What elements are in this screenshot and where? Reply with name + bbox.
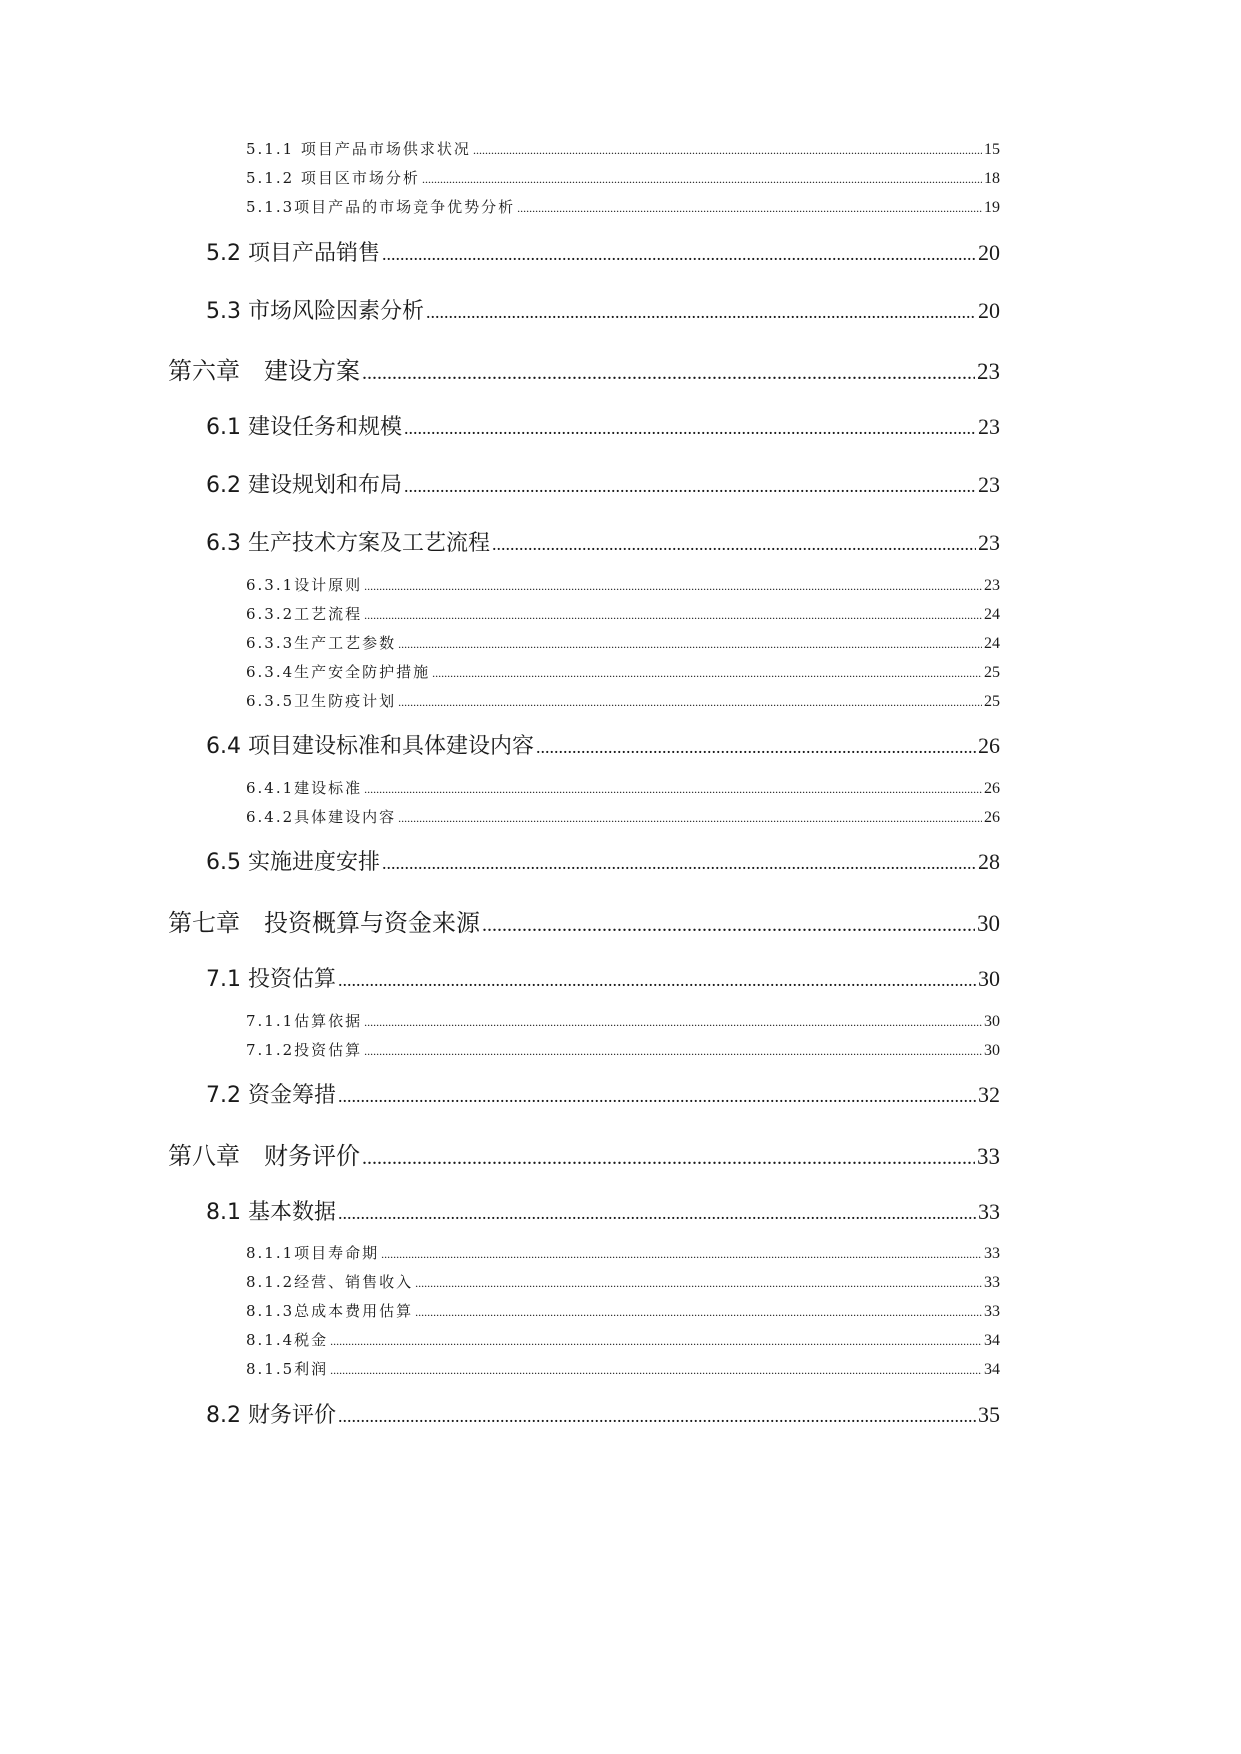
toc-entry-title: 第六章 建设方案 <box>168 357 360 385</box>
dot-leader <box>382 244 976 265</box>
toc-entry[interactable] <box>206 294 1000 325</box>
toc-entry-title: 6.3.1设计原则 <box>246 576 363 594</box>
toc-entry-title: 8.1 基本数据 <box>206 1200 336 1225</box>
toc-entry-title: 7.1.1估算依据 <box>246 1012 363 1030</box>
toc-entry-page: 26 <box>978 733 1000 758</box>
toc-entry-page: 30 <box>978 966 1000 991</box>
dot-leader <box>338 970 976 991</box>
toc-entry-title: 7.2 资金筹措 <box>206 1083 336 1108</box>
toc-entry-page: 15 <box>984 141 1000 158</box>
toc-entry-title: 8.1.3总成本费用估算 <box>246 1302 414 1320</box>
toc-entry-page: 33 <box>978 1199 1000 1224</box>
toc-entry-page: 30 <box>977 911 1000 936</box>
toc-entry-title: 第八章 财务评价 <box>168 1142 360 1170</box>
toc-entry-title: 6.1 建设任务和规模 <box>206 415 402 440</box>
toc-entry-page: 20 <box>978 298 1000 323</box>
toc-entry-title: 6.5 实施进度安排 <box>206 850 380 875</box>
toc-entry[interactable] <box>246 167 1000 188</box>
toc-entry-title: 5.3 市场风险因素分析 <box>206 299 424 324</box>
toc-entry[interactable] <box>246 196 1000 217</box>
toc-entry-title: 8.1.4税金 <box>246 1331 329 1349</box>
dot-leader <box>398 695 982 710</box>
toc-entry-title: 6.4.1建设标准 <box>246 779 363 797</box>
toc-entry[interactable] <box>246 777 1000 798</box>
toc-entry-page: 32 <box>978 1082 1000 1107</box>
toc-entry[interactable] <box>246 603 1000 624</box>
dot-leader <box>364 782 982 797</box>
toc-entry-page: 30 <box>984 1042 1000 1059</box>
dot-leader <box>415 1305 982 1320</box>
toc-entry[interactable] <box>168 351 1000 386</box>
toc-entry-page: 23 <box>977 359 1000 384</box>
dot-leader <box>330 1363 982 1378</box>
toc-entry-title: 7.1.2投资估算 <box>246 1041 363 1059</box>
toc-entry-title: 7.1 投资估算 <box>206 967 336 992</box>
toc-entry-page: 34 <box>984 1361 1000 1378</box>
toc-entry[interactable] <box>168 1136 1000 1171</box>
dot-leader <box>482 914 975 937</box>
toc-entry-page: 26 <box>984 809 1000 826</box>
toc-entry[interactable] <box>246 1039 1000 1060</box>
toc-entry[interactable] <box>206 526 1000 557</box>
toc-entry-page: 30 <box>984 1013 1000 1030</box>
dot-leader <box>517 201 982 216</box>
toc-entry-title: 5.1.1 项目产品市场供求状况 <box>246 140 471 158</box>
toc-entry-page: 18 <box>984 170 1000 187</box>
toc-entry[interactable] <box>246 574 1000 595</box>
toc-entry[interactable] <box>206 468 1000 499</box>
toc-entry[interactable] <box>206 962 1000 993</box>
dot-leader <box>382 853 976 874</box>
toc-entry[interactable] <box>168 903 1000 938</box>
dot-leader <box>338 1086 976 1107</box>
toc-entry-page: 23 <box>984 577 1000 594</box>
toc-entry-page: 28 <box>978 849 1000 874</box>
toc-entry-page: 24 <box>984 635 1000 652</box>
toc-entry[interactable] <box>246 1300 1000 1321</box>
toc-entry[interactable] <box>246 806 1000 827</box>
toc-entry[interactable] <box>246 138 1000 159</box>
toc-entry-page: 34 <box>984 1332 1000 1349</box>
dot-leader <box>415 1276 982 1291</box>
dot-leader <box>473 143 982 158</box>
toc-entry[interactable] <box>246 1010 1000 1031</box>
toc-entry-title: 第七章 投资概算与资金来源 <box>168 909 480 937</box>
toc-entry[interactable] <box>246 1358 1000 1379</box>
dot-leader <box>330 1334 982 1349</box>
dot-leader <box>364 608 982 623</box>
toc-entry-title: 6.3.3生产工艺参数 <box>246 634 397 652</box>
toc-entry-title: 8.1.5利润 <box>246 1360 329 1378</box>
toc-entry-page: 33 <box>984 1303 1000 1320</box>
toc-entry-title: 6.3.5卫生防疫计划 <box>246 692 397 710</box>
toc-entry[interactable] <box>246 1242 1000 1263</box>
toc-entry-title: 8.1.2经营、销售收入 <box>246 1273 414 1291</box>
dot-leader <box>381 1247 982 1262</box>
toc-entry-page: 25 <box>984 664 1000 681</box>
toc-entry-title: 5.1.2 项目区市场分析 <box>246 169 420 187</box>
toc-entry-page: 33 <box>977 1144 1000 1169</box>
toc-entry-page: 33 <box>984 1274 1000 1291</box>
toc-entry[interactable] <box>246 632 1000 653</box>
toc-entry-page: 25 <box>984 693 1000 710</box>
toc-entry-title: 5.2 项目产品销售 <box>206 241 380 266</box>
toc-entry[interactable] <box>206 729 1000 760</box>
dot-leader <box>362 362 975 385</box>
toc-entry[interactable] <box>206 845 1000 876</box>
toc-entry-title: 6.4.2具体建设内容 <box>246 808 397 826</box>
toc-entry[interactable] <box>246 690 1000 711</box>
toc-entry[interactable] <box>206 1078 1000 1109</box>
toc-entry-title: 8.2 财务评价 <box>206 1403 336 1428</box>
dot-leader <box>338 1203 976 1224</box>
toc-entry[interactable] <box>246 1271 1000 1292</box>
dot-leader <box>404 476 976 497</box>
toc-entry[interactable] <box>206 1195 1000 1226</box>
dot-leader <box>404 418 976 439</box>
toc-entry[interactable] <box>206 410 1000 441</box>
toc-entry-page: 35 <box>978 1402 1000 1427</box>
dot-leader <box>364 579 982 594</box>
toc-entry-title: 5.1.3项目产品的市场竞争优势分析 <box>246 198 516 216</box>
toc-entry-title: 6.3.2工艺流程 <box>246 605 363 623</box>
toc-entry-page: 20 <box>978 240 1000 265</box>
dot-leader <box>536 737 976 758</box>
dot-leader <box>364 1044 982 1059</box>
toc-entry[interactable] <box>206 1398 1000 1429</box>
toc-entry-page: 24 <box>984 606 1000 623</box>
dot-leader <box>432 666 982 681</box>
toc-entry-page: 23 <box>978 414 1000 439</box>
dot-leader <box>398 637 982 652</box>
toc-entry[interactable] <box>246 1329 1000 1350</box>
dot-leader <box>422 172 982 187</box>
dot-leader <box>492 534 976 555</box>
dot-leader <box>398 811 982 826</box>
toc-entry-title: 6.2 建设规划和布局 <box>206 473 402 498</box>
dot-leader <box>338 1406 976 1427</box>
toc-entry-page: 19 <box>984 199 1000 216</box>
toc-entry-page: 23 <box>978 530 1000 555</box>
toc-entry-title: 6.3 生产技术方案及工艺流程 <box>206 531 490 556</box>
toc-entry[interactable] <box>246 661 1000 682</box>
dot-leader <box>426 302 976 323</box>
toc-entry-title: 6.3.4生产安全防护措施 <box>246 663 431 681</box>
toc-entry-page: 23 <box>978 472 1000 497</box>
dot-leader <box>362 1147 975 1170</box>
toc-entry-page: 26 <box>984 780 1000 797</box>
toc-entry-page: 33 <box>984 1245 1000 1262</box>
toc-entry[interactable] <box>206 236 1000 267</box>
dot-leader <box>364 1015 982 1030</box>
toc-entry-title: 6.4 项目建设标准和具体建设内容 <box>206 734 534 759</box>
toc-entry-title: 8.1.1项目寿命期 <box>246 1244 380 1262</box>
